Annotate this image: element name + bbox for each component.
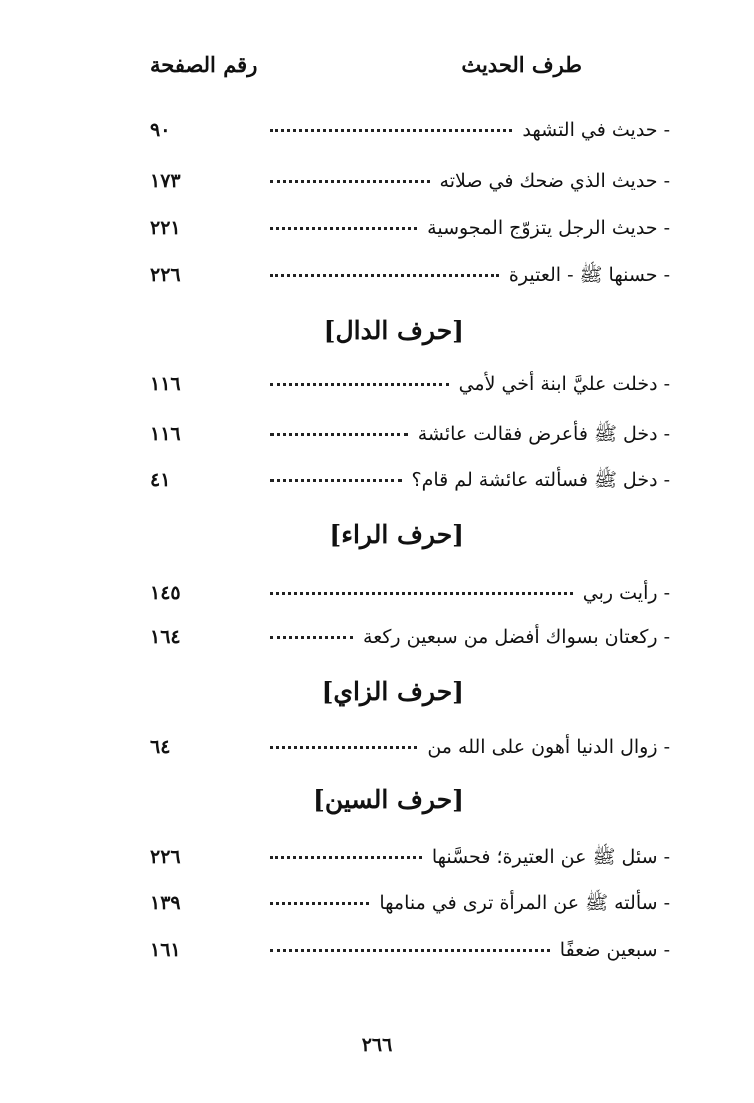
hadith-entry: - دخل ﷺ فسألته عائشة لم قام؟ xyxy=(411,469,670,491)
column-header-entry: طرف الحديث xyxy=(461,52,582,77)
index-row xyxy=(150,166,670,196)
index-row xyxy=(150,732,670,762)
leader-dots xyxy=(270,949,550,952)
hadith-entry: - ركعتان بسواك أفضل من سبعين ركعة xyxy=(363,626,670,648)
hadith-entry: - سبعين ضعفًا xyxy=(559,939,670,961)
section-title-sin: [حرف السين] xyxy=(313,785,464,814)
hadith-entry: - دخل ﷺ فأعرض فقالت عائشة xyxy=(417,423,670,445)
page-number: ١١٦ xyxy=(150,373,181,395)
hadith-entry: - حديث الذي ضحك في صلاته xyxy=(439,170,670,192)
index-row xyxy=(150,115,670,145)
leader-dots xyxy=(270,636,353,639)
page-number-footer: ٢٦٦ xyxy=(361,1034,393,1056)
leader-dots xyxy=(270,856,422,859)
leader-dots xyxy=(270,479,402,482)
hadith-entry: - حسنها ﷺ - العتيرة xyxy=(508,264,670,286)
hadith-entry: - زوال الدنيا أهون على الله من xyxy=(427,736,670,758)
index-row xyxy=(150,213,670,243)
index-row xyxy=(150,888,670,918)
index-row xyxy=(150,842,670,872)
leader-dots xyxy=(270,746,417,749)
hadith-entry: - سألته ﷺ عن المرأة ترى في منامها xyxy=(379,892,670,914)
index-row xyxy=(150,369,670,399)
leader-dots xyxy=(270,902,369,905)
section-title-zay: [حرف الزاي] xyxy=(321,677,464,706)
leader-dots xyxy=(270,129,512,132)
page-number: ٩٠ xyxy=(150,119,171,141)
leader-dots xyxy=(270,592,573,595)
leader-dots xyxy=(270,227,417,230)
page-number: ١٧٣ xyxy=(150,170,181,192)
section-title-dal: [حرف الدال] xyxy=(323,316,464,345)
hadith-entry: - دخلت عليَّ ابنة أخي لأمي xyxy=(458,373,670,395)
leader-dots xyxy=(270,274,499,277)
index-row xyxy=(150,260,670,290)
page-number: ١١٦ xyxy=(150,423,181,445)
leader-dots xyxy=(270,383,449,386)
index-row xyxy=(150,622,670,652)
page-number: ٢٢١ xyxy=(150,217,181,239)
page-number: ٤١ xyxy=(150,469,171,491)
page-number: ٢٢٦ xyxy=(150,846,181,868)
page-number: ٦٤ xyxy=(150,736,171,758)
leader-dots xyxy=(270,433,408,436)
index-row xyxy=(150,578,670,608)
index-row xyxy=(150,465,670,495)
index-row xyxy=(150,419,670,449)
hadith-entry: - رأيت ربي xyxy=(582,582,670,604)
page-number: ٢٢٦ xyxy=(150,264,181,286)
hadith-entry: - سئل ﷺ عن العتيرة؛ فحسَّنها xyxy=(431,846,670,868)
column-header-page: رقم الصفحة xyxy=(150,52,258,77)
page-number: ١٦١ xyxy=(150,939,181,961)
hadith-entry: - حديث الرجل يتزوّج المجوسية xyxy=(427,217,670,239)
index-row xyxy=(150,935,670,965)
hadith-entry: - حديث في التشهد xyxy=(522,119,670,141)
page-number: ١٦٤ xyxy=(150,626,181,648)
page-number: ١٣٩ xyxy=(150,892,181,914)
leader-dots xyxy=(270,180,430,183)
section-title-ra: [حرف الراء] xyxy=(329,520,464,549)
page-number: ١٤٥ xyxy=(150,582,181,604)
